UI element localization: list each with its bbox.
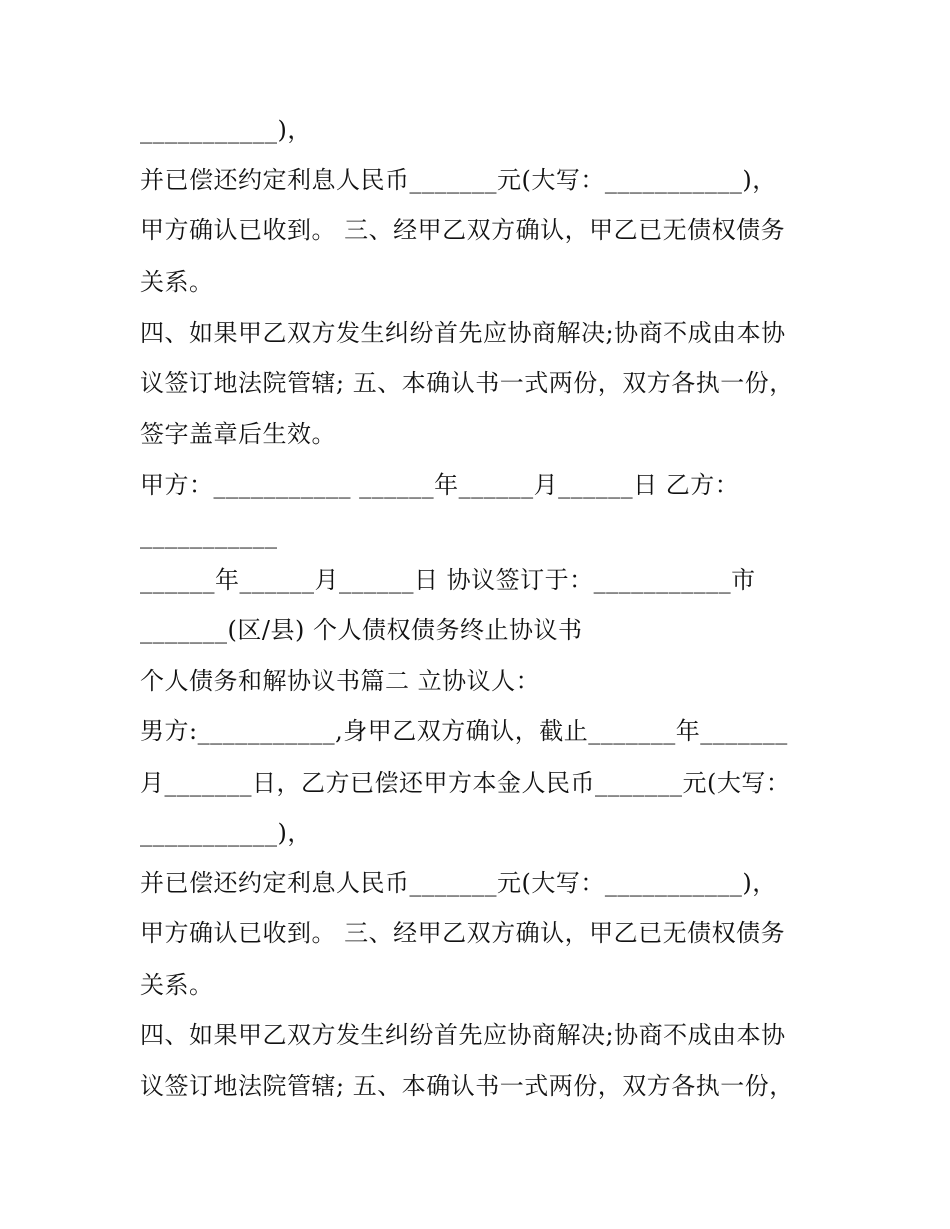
text-line: 甲方确认已收到。 三、经甲乙双方确认，甲乙已无债权债务 <box>140 216 786 244</box>
text-line: 甲方确认已收到。 三、经甲乙双方确认，甲乙已无债权债务 <box>140 919 786 947</box>
text-line: 关系。 <box>140 971 214 999</box>
section-heading: 个人债务和解协议书篇二 立协议人： <box>140 667 541 695</box>
date-line: ______年______月______日 协议签订于：___________市 <box>140 566 756 594</box>
text-line: 议签订地法院管辖; 五、本确认书一式两份，双方各执一份， <box>140 369 794 397</box>
text-line: ___________ <box>140 521 278 549</box>
text-line: ___________)， <box>140 116 312 144</box>
text-line: 关系。 <box>140 268 214 296</box>
text-line: _______(区/县) 个人债权债务终止协议书 <box>140 616 583 644</box>
text-line: 并已偿还约定利息人民币_______元(大写：___________)， <box>140 869 777 897</box>
signature-line: 甲方：___________ ______年______月______日 乙方： <box>140 471 740 499</box>
text-line: 议签订地法院管辖; 五、本确认书一式两份，双方各执一份， <box>140 1072 794 1100</box>
text-line: 并已偿还约定利息人民币_______元(大写：___________)， <box>140 166 777 194</box>
text-line: ___________)， <box>140 819 312 847</box>
text-line: 男方:___________,身甲乙双方确认，截止_______年_______ <box>140 717 788 745</box>
text-line: 签字盖章后生效。 <box>140 420 336 448</box>
text-line: 四、如果甲乙双方发生纠纷首先应协商解决;协商不成由本协 <box>140 1021 786 1049</box>
text-line: 四、如果甲乙双方发生纠纷首先应协商解决;协商不成由本协 <box>140 319 786 347</box>
text-line: 月_______日，乙方已偿还甲方本金人民币_______元(大写： <box>140 769 791 797</box>
